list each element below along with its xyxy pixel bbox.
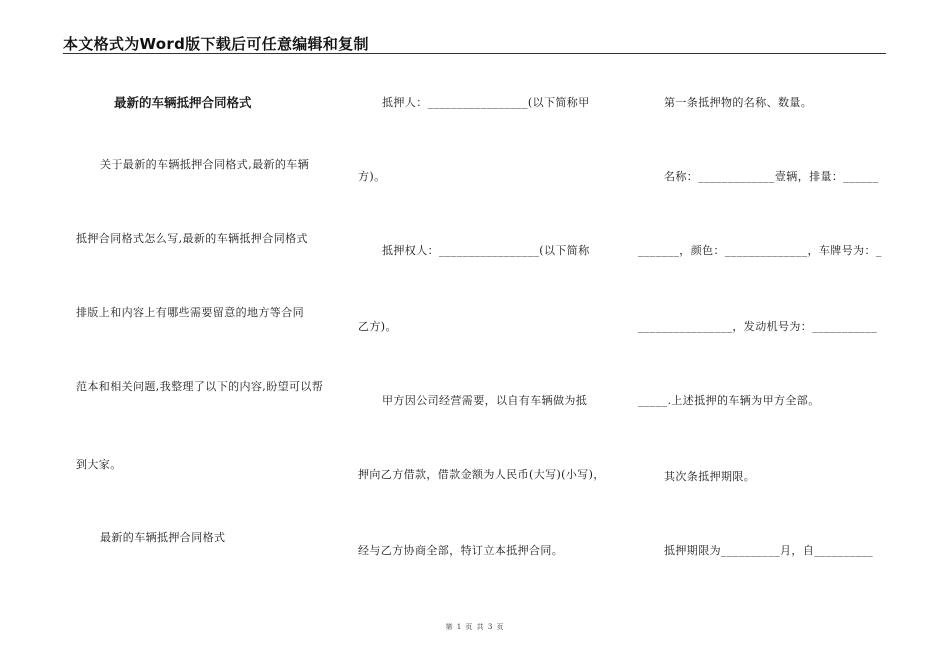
paragraph-line: 乙方)。 <box>358 320 397 333</box>
section-heading: 最新的车辆抵押合同格式 <box>100 531 226 544</box>
paragraph-line: 方)。 <box>358 170 386 183</box>
paragraph-line: 经与乙方协商全部，特订立本抵押合同。 <box>358 544 564 557</box>
clause-heading: 其次条抵押期限。 <box>664 470 756 483</box>
vehicle-color-line: _______，颜色：______________，车牌号为：_ <box>638 244 882 257</box>
paragraph-line: 关于最新的车辆抵押合同格式,最新的车辆 <box>100 158 310 171</box>
pledgor-line: 抵押人：_________________(以下简称甲 <box>382 96 590 109</box>
document-header: 本文格式为Word版下载后可任意编辑和复制 <box>63 35 369 53</box>
header-divider <box>63 53 886 54</box>
term-line: 抵押期限为__________月，自__________ <box>664 544 874 557</box>
page-indicator: 第 1 页 共 3 页 <box>445 623 505 631</box>
vehicle-name-line: 名称：_____________壹辆，排量：______ <box>664 170 879 183</box>
paragraph-line: 抵押合同格式怎么写,最新的车辆抵押合同格式 <box>76 232 308 245</box>
paragraph-line: _____.上述抵押的车辆为甲方全部。 <box>638 394 820 407</box>
document-title: 最新的车辆抵押合同格式 <box>114 95 252 110</box>
clause-heading: 第一条抵押物的名称、数量。 <box>664 96 813 109</box>
pledgee-line: 抵押权人：_________________(以下简称 <box>382 244 590 257</box>
paragraph-line: 排版上和内容上有哪些需要留意的地方等合同 <box>76 306 304 319</box>
paragraph-line: 押向乙方借款，借款金额为人民币(大写)(小写)， <box>358 468 605 481</box>
engine-number-line: ________________，发动机号为：___________ <box>638 320 878 333</box>
paragraph-line: 到大家。 <box>76 458 122 471</box>
paragraph-line: 范本和相关问题,我整理了以下的内容,盼望可以帮 <box>76 380 324 393</box>
paragraph-line: 甲方因公司经营需要，以自有车辆做为抵 <box>382 394 588 407</box>
